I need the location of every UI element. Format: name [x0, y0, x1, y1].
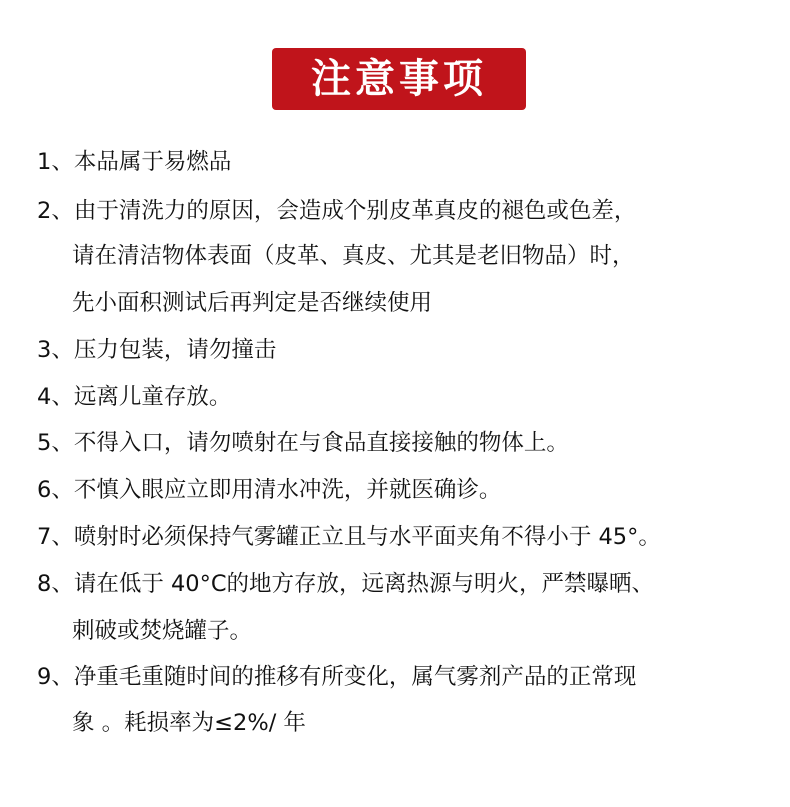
notice-item-9-line-2: 象 。耗损率为≤2%/ 年	[72, 710, 306, 736]
notice-item-2-line-1: 2、由于清洗力的原因，会造成个别皮革真皮的褪色或色差，	[37, 198, 637, 224]
notice-item-1-line-1: 1、本品属于易燃品	[37, 149, 232, 175]
notice-item-7-line-1: 7、喷射时必须保持气雾罐正立且与水平面夹角不得小于 45°。	[37, 524, 661, 550]
notice-item-2-line-3: 先小面积测试后再判定是否继续使用	[72, 290, 433, 316]
notice-item-6-line-1: 6、不慎入眼应立即用清水冲洗，并就医确诊。	[37, 477, 502, 503]
page-title: 注意事项	[311, 56, 487, 102]
notice-item-9-line-1: 9、净重毛重随时间的推移有所变化，属气雾剂产品的正常现	[37, 664, 637, 690]
notice-item-2-line-2: 请在清洁物体表面（皮革、真皮、尤其是老旧物品）时，	[72, 243, 635, 269]
notice-item-4-line-1: 4、远离儿童存放。	[37, 384, 232, 410]
notice-item-3-line-1: 3、压力包装，请勿撞击	[37, 337, 277, 363]
notice-item-8-line-2: 刺破或焚烧罐子。	[72, 618, 253, 644]
notice-item-5-line-1: 5、不得入口，请勿喷射在与食品直接接触的物体上。	[37, 430, 569, 456]
notice-item-8-line-1: 8、请在低于 40°C的地方存放，远离热源与明火，严禁曝晒、	[37, 571, 655, 597]
